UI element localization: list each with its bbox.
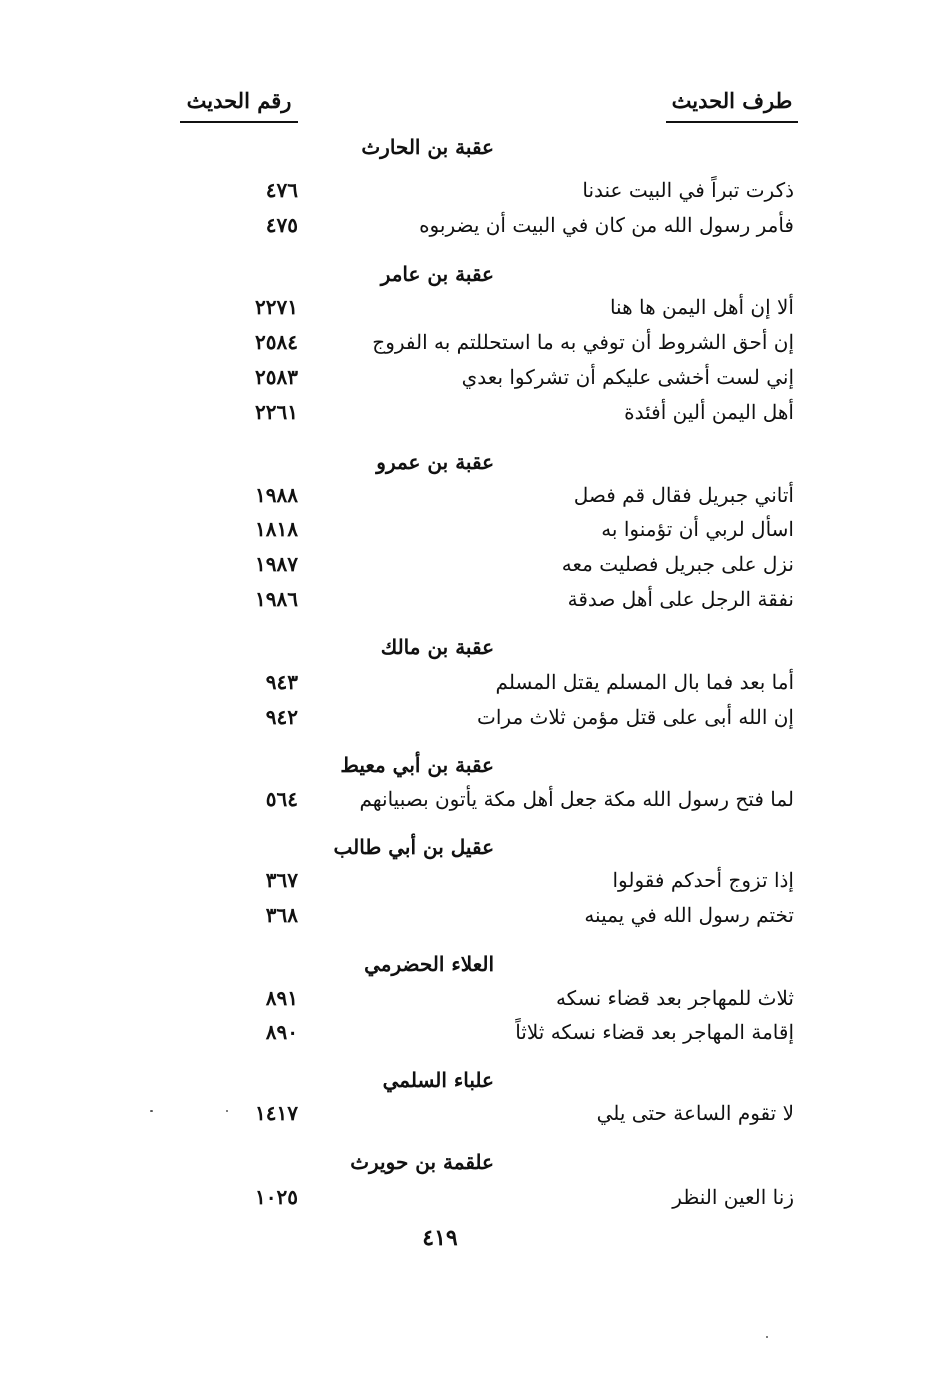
hadith-entry-number: ٩٤٣: [265, 670, 298, 694]
hadith-entry-text: نفقة الرجل على أهل صدقة: [567, 587, 794, 611]
hadith-entry-text: اسأل لربي أن تؤمنوا به: [601, 517, 794, 541]
hadith-entry-text: إذا تزوج أحدكم فقولوا: [612, 868, 794, 892]
hadith-entry-number: ٤٧٥: [265, 213, 298, 237]
hadith-entry-text: ذكرت تبراً في البيت عندنا: [582, 178, 794, 202]
hadith-entry-number: ٢٥٨٣: [255, 365, 298, 389]
hadith-entry-text: تختم رسول الله في يمينه: [584, 903, 794, 927]
narrator-heading: العلاء الحضرمي: [364, 952, 494, 976]
hadith-entry-text: أما بعد فما بال المسلم يقتل المسلم: [495, 670, 794, 694]
hadith-entry-number: ٥٦٤: [265, 787, 298, 811]
narrator-heading: عقبة بن عامر: [380, 262, 494, 286]
hadith-entry-text: لما فتح رسول الله مكة جعل أهل مكة يأتون بصبيانهم: [359, 787, 794, 811]
scan-speck: [766, 1336, 768, 1338]
narrator-heading: عقبة بن أبي معيط: [340, 753, 494, 777]
narrator-heading: عقبة بن الحارث: [361, 135, 494, 159]
narrator-heading: عقبة بن مالك: [380, 635, 494, 659]
column-header-hadith-number: رقم الحديث: [180, 88, 298, 123]
hadith-entry-text: فأمر رسول الله من كان في البيت أن يضربوه: [419, 213, 794, 237]
narrator-heading: عقيل بن أبي طالب: [333, 835, 494, 859]
narrator-heading: علقمة بن حويرث: [350, 1150, 494, 1174]
hadith-entry-text: أتاني جبريل فقال قم فصل: [573, 483, 794, 507]
hadith-entry-text: إني لست أخشى عليكم أن تشركوا بعدي: [461, 365, 794, 389]
hadith-entry-text: لا تقوم الساعة حتى يلي: [596, 1101, 794, 1125]
hadith-entry-number: ١٩٨٨: [255, 483, 298, 507]
hadith-entry-number: ٨٩١: [265, 986, 298, 1010]
hadith-entry-number: ٢٢٦١: [255, 400, 298, 424]
hadith-entry-text: زنا العين النظر: [672, 1185, 794, 1209]
hadith-entry-number: ٣٦٧: [265, 868, 298, 892]
scan-speck: [226, 1110, 228, 1112]
hadith-entry-text: إن أحق الشروط أن توفي به ما استحللتم به الفروج: [372, 330, 794, 354]
hadith-entry-number: ١٨١٨: [255, 517, 298, 541]
hadith-entry-number: ١٤١٧: [255, 1101, 298, 1125]
page-number: ٤١٩: [422, 1225, 458, 1251]
hadith-entry-text: ألا إن أهل اليمن ها هنا: [609, 295, 794, 319]
hadith-entry-text: أهل اليمن ألين أفئدة: [624, 400, 794, 424]
hadith-entry-text: إن الله أبى على قتل مؤمن ثلاث مرات: [477, 705, 794, 729]
hadith-entry-text: نزل على جبريل فصليت معه: [561, 552, 794, 576]
hadith-entry-number: ١٩٨٧: [255, 552, 298, 576]
narrator-heading: علباء السلمي: [382, 1068, 494, 1092]
scan-speck: [150, 1110, 153, 1112]
column-header-hadith-start: طرف الحديث: [666, 88, 798, 123]
hadith-entry-text: إقامة المهاجر بعد قضاء نسكه ثلاثاً: [515, 1020, 794, 1044]
hadith-entry-number: ٩٤٢: [265, 705, 298, 729]
narrator-heading: عقبة بن عمرو: [376, 450, 494, 474]
hadith-entry-number: ٢٥٨٤: [255, 330, 298, 354]
hadith-entry-number: ١٩٨٦: [255, 587, 298, 611]
hadith-entry-number: ٢٢٧١: [255, 295, 298, 319]
hadith-entry-number: ٣٦٨: [265, 903, 298, 927]
hadith-entry-number: ١٠٢٥: [255, 1185, 298, 1209]
hadith-entry-number: ٤٧٦: [265, 178, 298, 202]
hadith-entry-text: ثلاث للمهاجر بعد قضاء نسكه: [555, 986, 794, 1010]
hadith-entry-number: ٨٩٠: [265, 1020, 298, 1044]
